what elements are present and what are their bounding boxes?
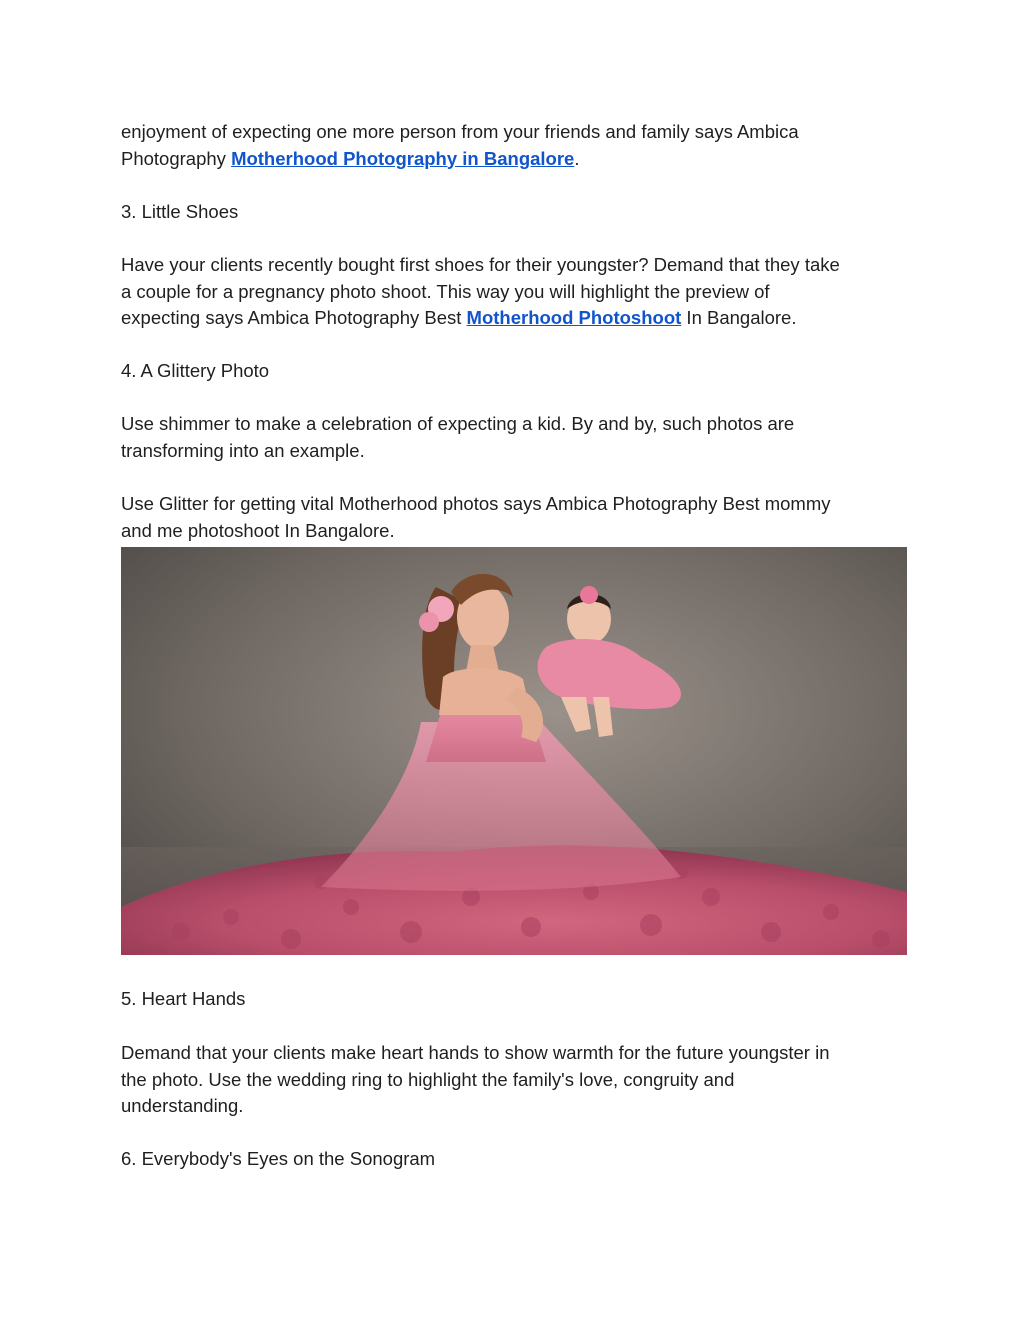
baby-headband-flower	[580, 586, 598, 604]
text-line: transforming into an example.	[121, 439, 365, 461]
text-line: the photo. Use the wedding ring to highlight the family's love, congruity and	[121, 1068, 735, 1090]
paragraph-shimmer	[121, 411, 911, 464]
text-line: Use Glitter for getting vital Motherhood photos says Ambica Photography Best mommy	[121, 493, 831, 514]
text-line: Use shimmer to make a celebration of expecting a kid. By and by, such photos are	[121, 413, 795, 434]
text-line: Demand that your clients make heart hands to show warmth for the future youngster in	[121, 1042, 830, 1063]
text-line: Have your clients recently bought first shoes for their youngster? Demand that they take	[121, 254, 840, 275]
paragraph-intro	[121, 119, 911, 172]
text-fragment: expecting says Ambica Photography Best	[121, 307, 467, 328]
paragraph-heart-hands	[121, 1040, 911, 1120]
heading-little-shoes: 3. Little Shoes	[121, 201, 239, 222]
text-line: enjoyment of expecting one more person from your friends and family says Ambica	[121, 121, 799, 142]
text-line: and me photoshoot In Bangalore.	[121, 519, 395, 541]
heading-glittery-photo: 4. A Glittery Photo	[121, 360, 270, 381]
paragraph-glitter	[121, 491, 911, 544]
hair-flower-2	[419, 612, 439, 632]
paragraph-little-shoes	[121, 252, 911, 332]
text-fragment: Photography	[121, 147, 232, 169]
heading-heart-hands: 5. Heart Hands	[121, 988, 246, 1009]
mother-and-baby-photo	[121, 547, 907, 955]
text-fragment: In Bangalore.	[681, 307, 797, 328]
heading-sonogram: 6. Everybody's Eyes on the Sonogram	[121, 1148, 436, 1169]
text-fragment: .	[574, 147, 580, 169]
text-line	[121, 305, 911, 332]
text-line: understanding.	[121, 1095, 244, 1116]
motherhood-photoshoot-link[interactable]: Motherhood Photoshoot	[466, 307, 682, 328]
text-line: a couple for a pregnancy photo shoot. This way you will highlight the preview of	[121, 280, 770, 302]
text-line	[121, 146, 911, 173]
motherhood-photography-link[interactable]: Motherhood Photography in Bangalore	[231, 147, 575, 169]
